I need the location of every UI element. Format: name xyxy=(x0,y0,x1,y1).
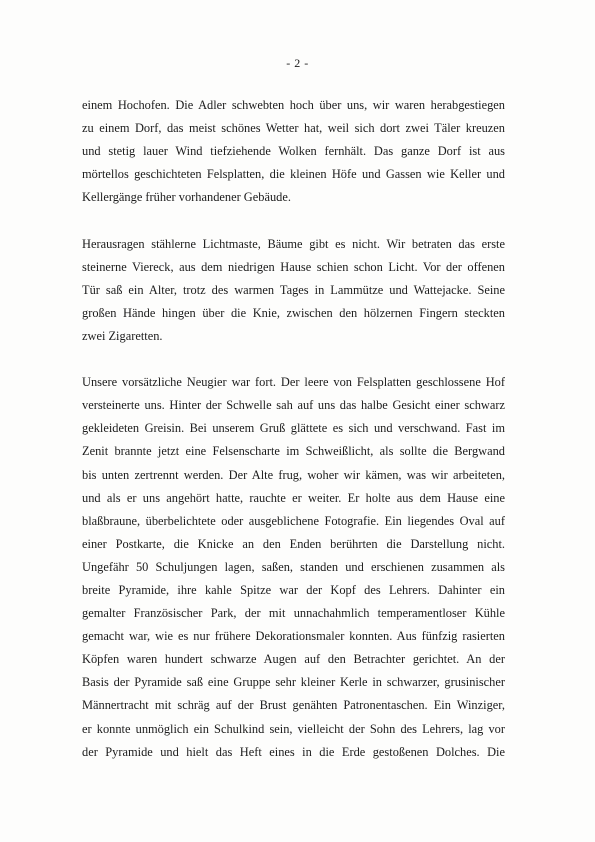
text-line: versteinerte uns. Hinter der Schwelle sah auf uns das halbe Gesicht einer schwarz xyxy=(82,398,505,413)
text-line: Männertracht mit schräg auf der Brust genähten Patronentaschen. Ein Winziger, xyxy=(82,698,505,713)
text-line: er konnte unmöglich ein Schulkind sein, vielleicht der Sohn des Lehrers, lag vor xyxy=(82,721,505,736)
page-number: - 2 - xyxy=(286,56,309,70)
text-line: gekleideten Greisin. Bei unserem Gruß glättete es sich und verschwand. Fast im xyxy=(82,421,505,436)
text-line: Zenit brannte jetzt eine Felsenscharte im Schweißlicht, als sollte die Bergwand xyxy=(82,444,505,459)
text-line: zwei Zigaretten. xyxy=(82,328,163,343)
paragraph xyxy=(82,94,505,209)
text-line: gemacht war, wie es nur frühere Dekorationsmaler konnten. Aus fünfzig rasierten xyxy=(82,629,505,644)
text-line: einer Postkarte, die Knicke an den Enden berührten die Darstellung nicht. xyxy=(82,536,505,551)
text-line: Herausragen stählerne Lichtmaste, Bäume gibt es nicht. Wir betraten das erste xyxy=(82,236,505,251)
text-line: Köpfen waren hundert schwarze Augen auf den Betrachter gerichtet. An der xyxy=(82,652,505,667)
text-line: Kellergänge früher vorhandener Gebäude. xyxy=(82,190,291,205)
text-line: der Pyramide und hielt das Heft eines in die Erde gestoßenen Dolches. Die xyxy=(82,744,505,759)
text-line: zu einem Dorf, das meist schönes Wetter hat, weil sich dort zwei Täler kreuzen xyxy=(82,121,505,136)
text-line: mörtellos geschichteten Felsplatten, die kleinen Höfe und Gassen wie Keller und xyxy=(82,167,505,182)
text-line: und stetig lauer Wind tiefziehende Wolken fernhält. Das ganze Dorf ist aus xyxy=(82,144,505,159)
text-line: Ungefähr 50 Schuljungen lagen, saßen, standen und erschienen zusammen als xyxy=(82,559,505,574)
text-line: Tür saß ein Alter, trotz des warmen Tages in Lammütze und Wattejacke. Seine xyxy=(82,282,505,297)
text-line: Basis der Pyramide saß eine Gruppe sehr kleiner Kerle in schwarzer, grusinischer xyxy=(82,675,505,690)
body-text xyxy=(82,94,505,787)
text-line: großen Hände hingen über die Knie, zwischen den hölzernen Fingern steckten xyxy=(82,305,505,320)
text-line: einem Hochofen. Die Adler schwebten hoch über uns, wir waren herabgestiegen xyxy=(82,98,505,112)
text-line: steinerne Viereck, aus dem niedrigen Hause schien schon Licht. Vor der offenen xyxy=(82,259,505,274)
text-line: bis unten zertrennt werden. Der Alte frug, woher wir kämen, was wir arbeiteten, xyxy=(82,467,505,482)
text-line: Unsere vorsätzliche Neugier war fort. Der leere von Felsplatten geschlossene Hof xyxy=(82,375,505,390)
text-line: blaßbraune, überbelichtete oder ausgeblichene Fotografie. Ein liegendes Oval auf xyxy=(82,513,505,528)
text-line: gemalter Französischer Park, der mit unnachahmlich temperamentloser Kühle xyxy=(82,606,505,621)
text-line: und als er uns angehört hatte, rauchte er weiter. Er holte aus dem Hause eine xyxy=(82,490,505,505)
paragraph xyxy=(82,233,505,348)
text-line: breite Pyramide, ihre kahle Spitze war der Kopf des Lehrers. Dahinter ein xyxy=(82,582,505,597)
paragraph xyxy=(82,371,505,764)
